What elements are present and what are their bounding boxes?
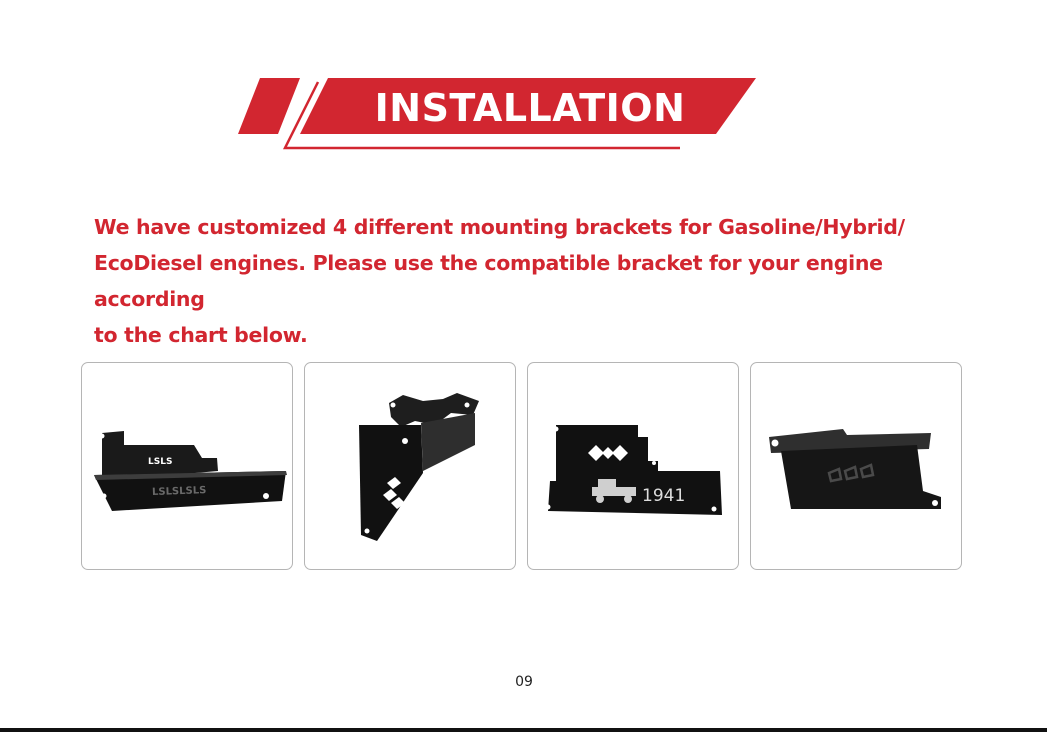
bracket-1-hole (100, 434, 105, 439)
bracket-4-image (751, 363, 962, 570)
bracket-1-plate-text: LSLSLSLS (151, 485, 207, 499)
bracket-2-hole (365, 529, 370, 534)
bracket-3-image (528, 363, 739, 570)
bracket-3-hole (554, 427, 559, 432)
bracket-2-hole (465, 403, 470, 408)
bracket-1-hole (102, 494, 107, 499)
bracket-card-1 (81, 362, 293, 570)
bracket-3-hole (546, 505, 551, 510)
bracket-2-hole (391, 403, 396, 408)
bracket-card-2 (304, 362, 516, 570)
bracket-2-hole (402, 438, 408, 444)
bracket-3-plate-text: 1941 (642, 486, 686, 506)
bracket-3-plate (548, 425, 722, 515)
intro-line: to the chart below. (94, 323, 308, 347)
bracket-3-logo-icon (588, 445, 628, 461)
intro-paragraph (94, 209, 994, 353)
bracket-1-image (82, 363, 293, 570)
bracket-2-side-wing (421, 413, 475, 471)
bracket-2-image (305, 363, 516, 570)
bracket-card-3 (527, 362, 739, 570)
bottom-border (0, 728, 1047, 732)
intro-line: EcoDiesel engines. Please use the compatible bracket for your engine according (94, 251, 883, 311)
bracket-4-hole (932, 500, 938, 506)
bracket-4-hole (772, 440, 779, 447)
intro-line: We have customized 4 different mounting brackets for Gasoline/Hybrid/ (94, 215, 905, 239)
page-number: 09 (515, 674, 533, 690)
bracket-card-4 (750, 362, 962, 570)
bracket-1-logo: LSLS (148, 457, 173, 467)
bracket-3-hole (712, 507, 717, 512)
page-title: INSTALLATION (374, 86, 686, 130)
bracket-4-face (781, 445, 941, 509)
bracket-1-hole (263, 493, 269, 499)
banner-left-stripe (238, 78, 300, 134)
bracket-3-hole (652, 461, 656, 465)
